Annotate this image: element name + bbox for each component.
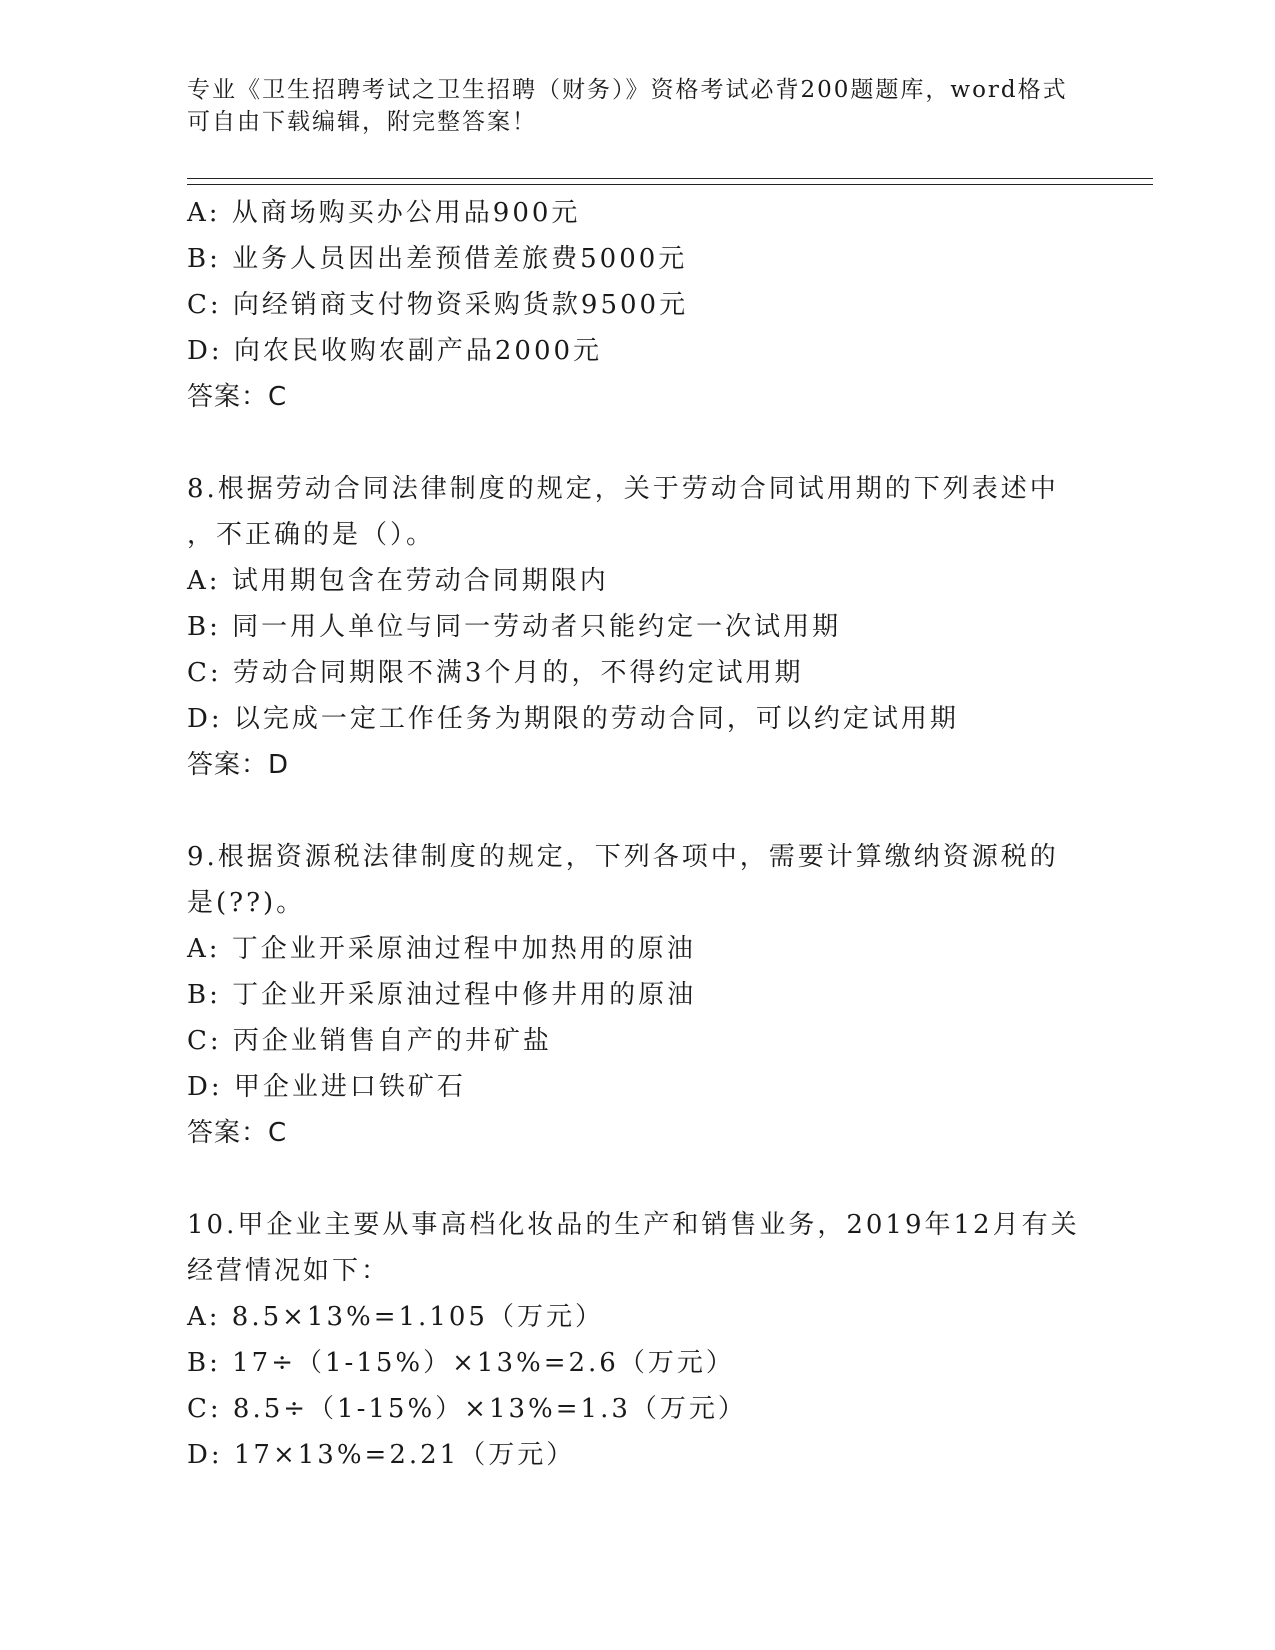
option-d: D: 向农民收购农副产品2000元: [187, 336, 603, 366]
spacer: [187, 420, 1087, 466]
question-stem: ，不正确的是（）。: [187, 520, 436, 550]
option-c: C: 丙企业销售自产的井矿盐: [187, 1026, 552, 1056]
question-stem: 9.根据资源税法律制度的规定，下列各项中，需要计算缴纳资源税的: [187, 842, 1059, 872]
question-stem: 10.甲企业主要从事高档化妆品的生产和销售业务，2019年12月有关: [187, 1210, 1080, 1240]
question-stem: 8.根据劳动合同法律制度的规定，关于劳动合同试用期的下列表述中: [187, 474, 1059, 504]
question-8-block: [187, 466, 1087, 788]
option-b: B: 业务人员因出差预借差旅费5000元: [187, 244, 688, 274]
option-a: A: 8.5×13%=1.105（万元）: [187, 1302, 604, 1332]
option-a: A: 丁企业开采原油过程中加热用的原油: [187, 934, 696, 964]
option-a: A: 试用期包含在劳动合同期限内: [187, 566, 609, 596]
option-b: B: 丁企业开采原油过程中修井用的原油: [187, 980, 697, 1010]
answer: 答案：C: [187, 1118, 288, 1148]
option-b: B: 同一用人单位与同一劳动者只能约定一次试用期: [187, 612, 842, 642]
option-a: A: 从商场购买办公用品900元: [187, 198, 581, 228]
answer: 答案：C: [187, 382, 288, 412]
answer: 答案：D: [187, 750, 290, 780]
question-stem: 是(??)。: [187, 888, 306, 918]
option-d: D: 17×13%=2.21（万元）: [187, 1440, 576, 1470]
header-line-1: 专业《卫生招聘考试之卫生招聘（财务）》资格考试必背200题题库，word格式: [187, 77, 1068, 103]
question-content: [187, 190, 1087, 1478]
spacer: [187, 788, 1087, 834]
option-d: D: 甲企业进口铁矿石: [187, 1072, 466, 1102]
question-9-block: [187, 834, 1087, 1156]
question-7-block: [187, 190, 1087, 420]
option-b: B: 17÷（1-15%）×13%=2.6（万元）: [187, 1348, 735, 1378]
question-10-block: [187, 1202, 1087, 1478]
document-header: [187, 74, 1087, 138]
question-stem: 经营情况如下：: [187, 1256, 391, 1286]
header-line-2: 可自由下载编辑，附完整答案！: [187, 109, 537, 135]
header-double-rule: [187, 178, 1153, 185]
option-c: C: 劳动合同期限不满3个月的，不得约定试用期: [187, 658, 804, 688]
option-d: D: 以完成一定工作任务为期限的劳动合同，可以约定试用期: [187, 704, 959, 734]
option-c: C: 向经销商支付物资采购货款9500元: [187, 290, 689, 320]
spacer: [187, 1156, 1087, 1202]
option-c: C: 8.5÷（1-15%）×13%=1.3（万元）: [187, 1394, 747, 1424]
